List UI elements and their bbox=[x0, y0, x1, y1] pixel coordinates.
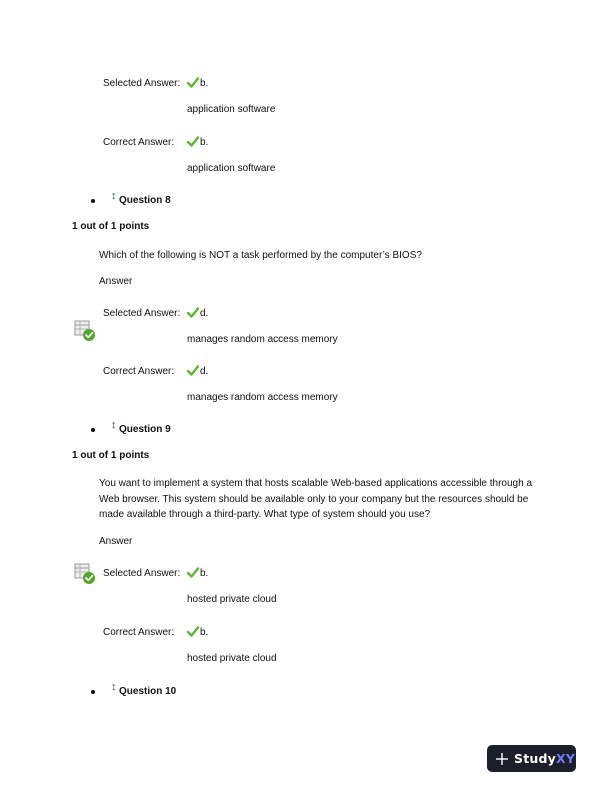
reorder-arrow-icon[interactable]: ↕ bbox=[111, 419, 117, 431]
correct-answer-letter: d. bbox=[187, 365, 208, 378]
reorder-arrow-icon[interactable]: ↕ bbox=[111, 681, 117, 693]
answer-heading: Answer bbox=[99, 536, 133, 547]
selected-answer-label: Selected Answer: bbox=[103, 308, 181, 319]
checkmark-icon bbox=[187, 567, 199, 578]
question-9-title[interactable]: Question 9 bbox=[119, 424, 171, 435]
correct-answer-letter: b. bbox=[187, 626, 208, 639]
question-8-title[interactable]: Question 8 bbox=[119, 195, 171, 206]
plus-icon bbox=[495, 752, 509, 766]
list-bullet bbox=[91, 690, 95, 694]
checkmark-icon bbox=[187, 77, 199, 88]
correct-answer-icon bbox=[74, 320, 96, 342]
checkmark-icon bbox=[187, 365, 199, 376]
selected-answer-letter: b. bbox=[187, 567, 208, 580]
correct-answer-label: Correct Answer: bbox=[103, 627, 175, 638]
correct-answer-label: Correct Answer: bbox=[103, 366, 175, 377]
studyxy-logo bbox=[487, 745, 576, 772]
question-9-points: 1 out of 1 points bbox=[72, 450, 150, 461]
correct-answer-label: Correct Answer: bbox=[103, 137, 175, 148]
question-9-prompt: You want to implement a system that hosts scalable Web-based applications accessible through a Web browser. This system should be available only to your company but the resources should be made available through a third-party. What type of system should you use? bbox=[99, 478, 533, 520]
selected-answer-label: Selected Answer: bbox=[103, 568, 181, 579]
question-10-title[interactable]: Question 10 bbox=[119, 686, 177, 697]
list-bullet bbox=[91, 428, 95, 432]
selected-answer-text: hosted private cloud bbox=[187, 594, 277, 605]
correct-answer-text: application software bbox=[187, 163, 276, 174]
checkmark-icon bbox=[187, 136, 199, 147]
logo-text: StudyXY bbox=[514, 751, 576, 766]
selected-answer-text: application software bbox=[187, 104, 276, 115]
checkmark-icon bbox=[187, 626, 199, 637]
correct-answer-letter: b. bbox=[187, 136, 208, 149]
list-bullet bbox=[91, 199, 95, 203]
selected-answer-letter: b. bbox=[187, 77, 208, 90]
checkmark-icon bbox=[187, 307, 199, 318]
correct-answer-text: manages random access memory bbox=[187, 392, 338, 403]
selected-answer-letter: d. bbox=[187, 307, 208, 320]
answer-heading: Answer bbox=[99, 276, 133, 287]
correct-answer-text: hosted private cloud bbox=[187, 653, 277, 664]
selected-answer-label: Selected Answer: bbox=[103, 78, 181, 89]
correct-answer-icon bbox=[74, 563, 96, 585]
reorder-arrow-icon[interactable]: ↕ bbox=[111, 190, 117, 202]
question-8-points: 1 out of 1 points bbox=[72, 221, 150, 232]
selected-answer-text: manages random access memory bbox=[187, 334, 338, 345]
question-8-prompt: Which of the following is NOT a task performed by the computer’s BIOS? bbox=[99, 250, 422, 261]
